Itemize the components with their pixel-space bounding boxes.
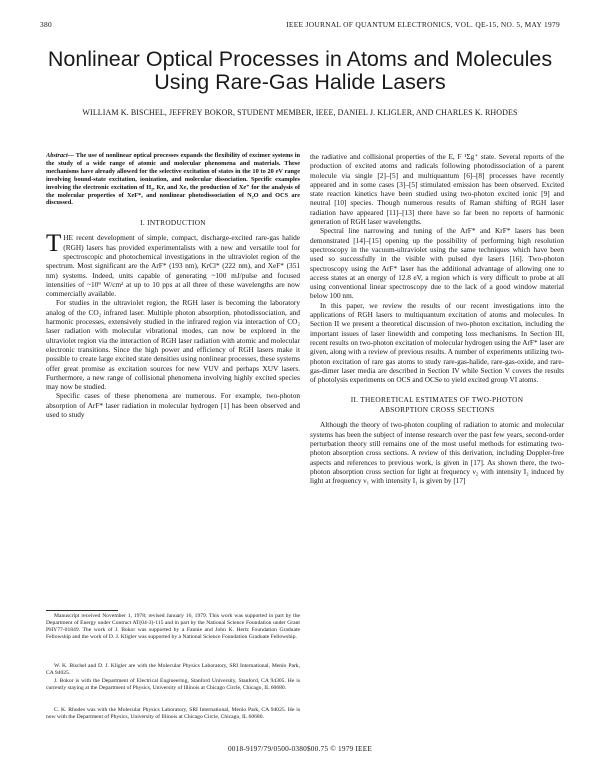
author-list: WILLIAM K. BISCHEL, JEFFREY BOKOR, STUDENT MEMBER, IEEE, DANIEL J. KLIGLER, AND CHARLES K. RHODES [82,108,518,117]
journal-citation: IEEE JOURNAL OF QUANTUM ELECTRONICS, VOL. QE-15, NO. 5, MAY 1979 [286,20,560,29]
section-heading-theory-line-1: II. THEORETICAL ESTIMATES OF TWO-PHOTON [350,395,524,405]
left-column [46,152,300,607]
footnote-bokor: J. Bokor is with the Department of Electrical Engineering, Stanford University, Stanford, CA 94305. He is currently staying at the Department of Physics, University of Illinois at Chicago Circle, Chicago, IL 60680. [46,678,300,692]
intro-paragraph-1 [46,230,300,299]
footnotes [46,613,300,738]
intro-paragraph-1-text: HE recent development of simple, compact, discharge-excited rare-gas halide (RGH) lasers has provided experimentalists with a new and versatile tool for spectroscopic and photochemical investigations in the ultraviolet region of the spectrum. Most significant are the ArF* (193 nm), KrCl* (222 nm), and XeF* (351 nm) systems. Indeed, units capable of generating ~100 mJ/pulse and focused intensities of ~10⁹ W/cm² at up to 10 pps at all three of these wavelengths are now commercially available. [46,233,300,299]
copyright-footer: 0018-9197/79/0500-0380$00.75 © 1979 IEEE [227,744,373,753]
abstract [46,152,300,207]
abstract-text: The use of nonlinear optical processes expands the flexibility of excimer systems in the study of a wide range of atomic and molecular phenomena and materials. These mechanisms have already allowed for the selective excitation of states in the 10 to 20 eV range involving bound-state excitation, ionization, and molecular dissociation. Specific examples involving the electronic excitation of H₂, Kr, and Xe, the production of Xe⁺ for the analysis of the molecular properties of XeF*, and nonlinear photodissociation of N₂O and OCS are discussed. [46,152,300,207]
intro-paragraph-3: Specific cases of these phenomena are numerous. For example, two-photon absorption of ArF* laser radiation in molecular hydrogen [1] has been observed and used to study [46,391,300,419]
footnote-bischel-kligler: W. K. Bischel and D. J. Kligler are with the Molecular Physics Laboratory, SRI International, Menlo Park, CA 94025. [46,663,300,677]
right-column [310,152,564,737]
running-header [40,20,560,32]
section-heading-introduction: I. INTRODUCTION [140,218,206,228]
paper-title: Nonlinear Optical Processes in Atoms and Molecules Using Rare-Gas Halide Lasers [47,47,553,94]
footnote-rule [46,610,118,611]
footnote-manuscript: Manuscript received November 1, 1978; revised January 16, 1979. This work was supported in part by the Department of Energy under Contract AT(04-3)-115 and in part by the National Science Foundation under Grant PHY77-01849. The work of J. Bokor was supported by a Fannie and John K. Hertz Foundation Graduate Fellowship and the work of D. J. Kligler was supported by a National Science Foundation Graduate Fellowship. [46,613,300,641]
intro-paragraph-2: For studies in the ultraviolet region, the RGH laser is becoming the laboratory analog of the CO₂ infrared laser. Multiple photon absorption, photodissociation, and harmonic processes, extensively studied in the infrared region via interaction of CO₂ laser radiation with molecular vibrational modes, can now be explored in the ultraviolet region via the interaction of RGH laser radiation with atomic and molecular electronic transitions. Since the high power and efficiency of RGH lasers make it possible to create large excited state densities using nonlinear processes, these systems offer great promise as excitation sources for new VUV and perhaps XUV lasers. Furthermore, a new range of collisional phenomena involving highly excited species may now be studied. [46,298,300,392]
right-paragraph-2: Spectral line narrowing and tuning of the ArF* and KrF* lasers has been demonstrated [14]–[15] opening up the possibility of performing high resolution spectroscopy in the vacuum-ultraviolet using the same techniques which have been used so successfully in the visible with pulsed dye lasers [16]. Two-photon spectroscopy using the ArF* laser has the additional advantage of allowing one to access states at an energy of 12.8 eV, a region which is very difficult to probe at all using conventional linear spectroscopy due to the lack of a good window material below 100 nm. [310,226,564,301]
section-heading-theory [310,395,564,415]
right-paragraph-1: the radiative and collisional properties of the E, F ¹Σg⁺ state. Several reports of the production of excited atoms and radicals following photodissociation of a parent molecule via single [2]–[5] and multiquantum [6]–[8] processes have recently appeared and in some cases [3]–[5] stimulated emission has been observed. Excited state reaction kinetics have been studied using two-photon excited ionic [9] and neutral [10] species. Though numerous results of Raman shifting of RGH laser radiation have appeared [11]–[13] there have so far been no reports of harmonic generation of RGH laser wavelengths. [310,152,564,227]
drop-cap: T [46,230,62,258]
theory-paragraph: Although the theory of two-photon coupling of radiation to atomic and molecular systems has been the subject of intense research over the past few years, second-order perturbation theory still remains one of the most useful methods for estimating two-photon absorption cross sections. A review of this derivation, including Doppler-free aspects and references to previous work, is given in [17]. As shown there, the two-photon absorption cross section for light at frequency ν₂ with intensity I₂ induced by light at frequency ν₁ with intensity I₁ is given by [17] [310,420,564,486]
section-heading-theory-line-2: ABSORPTION CROSS SECTIONS [379,405,495,415]
page-number: 380 [40,20,52,29]
footnote-rhodes: C. K. Rhodes was with the Molecular Physics Laboratory, SRI International, Menlo Park, CA 94025. He is now with the Department of Physics, University of Illinois at Chicago Circle, Chicago, IL 60680. [46,707,300,721]
abstract-label: Abstract— [46,152,74,159]
right-paragraph-3: In this paper, we review the results of our recent investigations into the applications of RGH lasers to multiquantum excitation of atoms and molecules. In Section II we present a theoretical discussion of two-photon excitation, including the important issues of laser linewidth and competing loss mechanisms. In Section III, recent results on two-photon excitation of molecular hydrogen using the ArF* laser are given, along with a review of previous results. A number of experiments utilizing two-photon excitation of rare gas atoms to study rare-gas-halide, rare-gas-oxide, and rare-gas-dimer laser media are described in Section IV while Section V covers the results of photolysis experiments on OCS and OCSe to yield excited group VI atoms. [310,300,564,385]
